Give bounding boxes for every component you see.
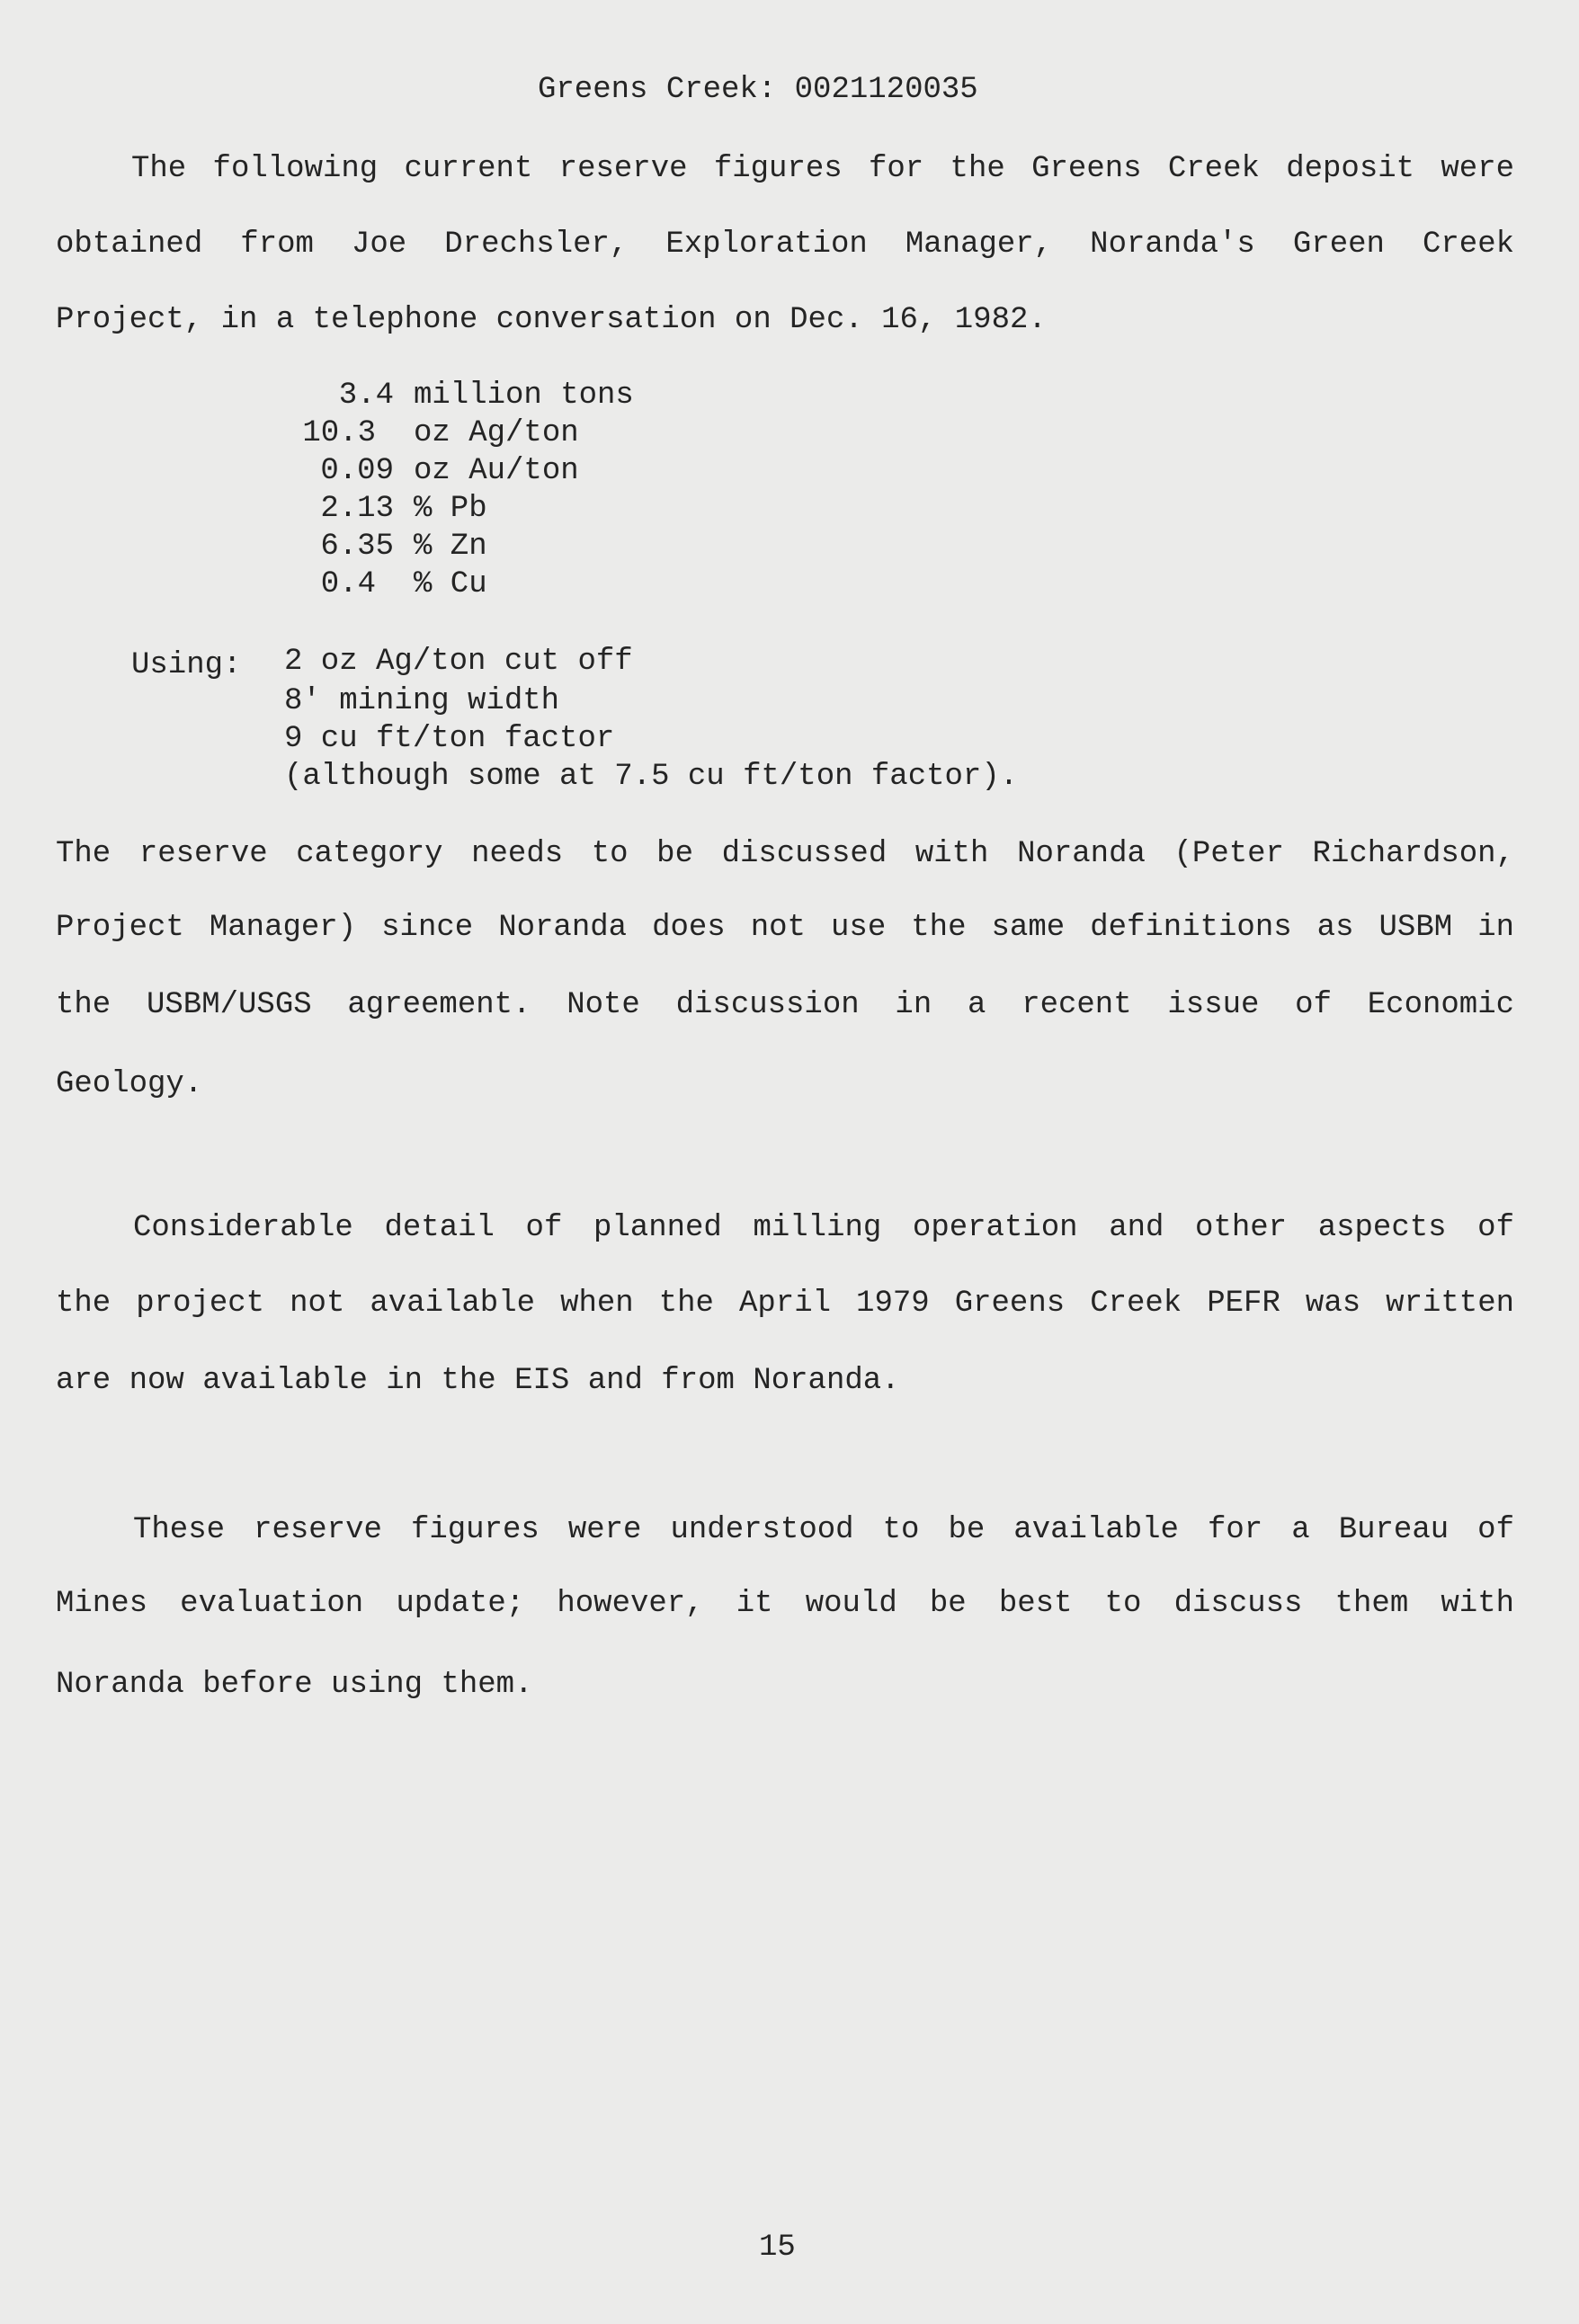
closing-line-1: These reserve figures were understood to be available for a Bureau of [133, 1513, 1514, 1547]
closing-line-3: Noranda before using them. [56, 1668, 533, 1702]
intro-line-1: The following current reserve figures for the Greens Creek deposit were [131, 152, 1514, 186]
using-item: (although some at 7.5 cu ft/ton factor). [284, 760, 1019, 794]
page-title: Greens Creek: 0021120035 [538, 73, 978, 107]
using-item: 9 cu ft/ton factor [284, 722, 615, 756]
reserve-unit: oz Ag/ton [414, 416, 579, 450]
category-line-1: The reserve category needs to be discussed with Noranda (Peter Richardson, [56, 837, 1514, 871]
reserve-value: 0.09 [320, 454, 394, 488]
reserve-value: 10.3 [302, 416, 376, 450]
reserve-value: 0.4 [320, 567, 376, 601]
milling-line-2: the project not available when the April 1979 Greens Creek PEFR was written [56, 1287, 1514, 1321]
reserve-unit: oz Au/ton [414, 454, 579, 488]
milling-line-1: Considerable detail of planned milling operation and other aspects of [133, 1211, 1514, 1245]
using-item: 2 oz Ag/ton cut off [284, 645, 633, 679]
reserve-value: 6.35 [320, 530, 394, 564]
reserve-unit: % Cu [414, 567, 487, 601]
closing-line-2: Mines evaluation update; however, it would be best to discuss them with [56, 1587, 1514, 1621]
intro-line-2: obtained from Joe Drechsler, Exploration Manager, Noranda's Green Creek [56, 227, 1514, 262]
intro-line-3: Project, in a telephone conversation on Dec. 16, 1982. [56, 303, 1047, 337]
reserve-unit: % Pb [414, 492, 487, 526]
using-label: Using: [131, 648, 242, 682]
category-line-4: Geology. [56, 1067, 203, 1101]
using-item: 8' mining width [284, 684, 560, 718]
milling-line-3: are now available in the EIS and from Noranda. [56, 1364, 900, 1398]
reserve-unit: % Zn [414, 530, 487, 564]
category-line-2: Project Manager) since Noranda does not use the same definitions as USBM in [56, 911, 1514, 945]
reserve-value: 3.4 [338, 378, 394, 413]
category-line-3: the USBM/USGS agreement. Note discussion in a recent issue of Economic [56, 988, 1514, 1022]
page-number: 15 [759, 2231, 796, 2265]
reserve-unit: million tons [414, 378, 634, 413]
reserve-value: 2.13 [320, 492, 394, 526]
